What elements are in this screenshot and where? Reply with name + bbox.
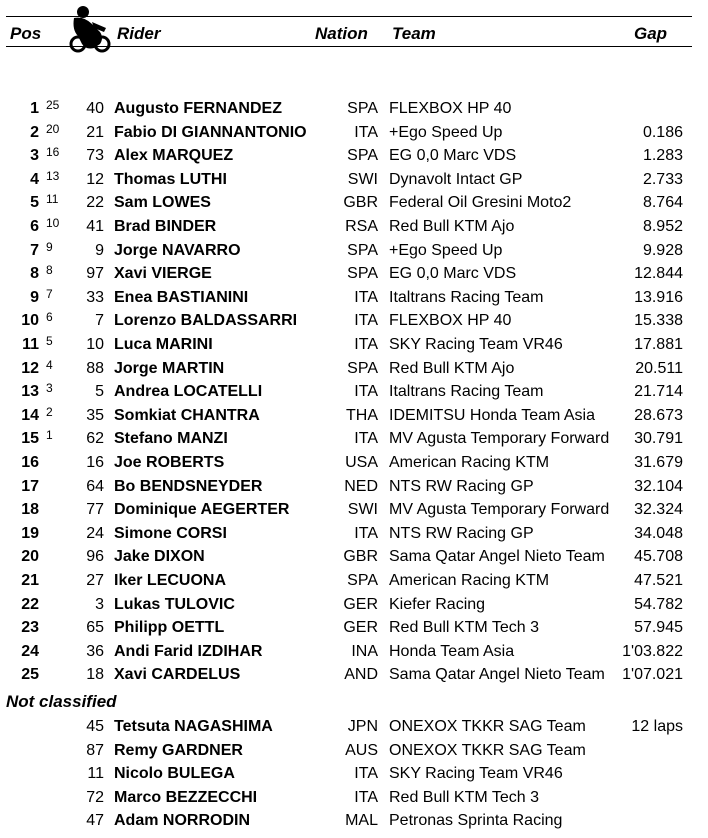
points: 20	[46, 121, 60, 136]
rider-name: Sam LOWES	[114, 194, 211, 212]
gap: 8.952	[642, 218, 683, 235]
gap: 20.511	[635, 359, 683, 377]
table-row	[0, 215, 708, 238]
pos: 14	[21, 406, 39, 424]
gap: 32.324	[634, 501, 683, 519]
rider-name: Enea BASTIANINI	[114, 288, 249, 306]
table-row	[0, 498, 708, 521]
rider-name: Lukas TULOVIC	[114, 595, 235, 613]
table-row	[0, 357, 708, 380]
rider-number: 12	[86, 170, 104, 188]
nation: GER	[343, 595, 378, 613]
gap: 12.844	[634, 265, 683, 283]
rider-number: 64	[86, 477, 104, 495]
rider-number: 27	[86, 572, 104, 589]
nation: SPA	[347, 359, 378, 377]
header-nation: Nation	[315, 24, 368, 43]
team: FLEXBOX HP 40	[389, 100, 512, 117]
rider-name: Remy GARDNER	[114, 741, 243, 759]
nation: ITA	[354, 383, 378, 401]
nation: JPN	[347, 718, 378, 735]
table-header	[0, 0, 708, 60]
pos: 5	[30, 194, 39, 212]
points: 16	[46, 145, 60, 160]
rider-name: Jake DIXON	[114, 548, 205, 566]
pos: 13	[21, 383, 39, 401]
pos: 16	[21, 454, 39, 471]
team: Federal Oil Gresini Moto2	[389, 194, 572, 212]
motorcycle-rider-icon	[66, 4, 112, 54]
rider-name: Marco BEZZECCHI	[114, 788, 258, 806]
team: +Ego Speed Up	[389, 241, 503, 259]
nation: ITA	[354, 788, 378, 806]
rider-name: Lorenzo BALDASSARRI	[114, 312, 298, 330]
gap: 0.186	[642, 123, 683, 141]
rider-name: Xavi VIERGE	[114, 265, 212, 283]
rider-name: Jorge MARTIN	[114, 359, 225, 377]
points: 6	[46, 310, 53, 325]
table-row	[0, 144, 708, 167]
rider-number: 72	[86, 788, 104, 806]
header-pos: Pos	[10, 24, 42, 43]
team: NTS RW Racing GP	[389, 524, 534, 542]
table-row	[0, 168, 708, 191]
table-row	[0, 262, 708, 285]
pos: 6	[30, 218, 39, 235]
rider-name: Xavi CARDELUS	[114, 666, 241, 684]
not-classified-title: Not classified	[6, 692, 117, 711]
rider-number: 9	[95, 241, 104, 259]
gap: 1'03.822	[622, 642, 683, 660]
rider-name: Luca MARINI	[114, 336, 213, 353]
pos: 17	[21, 477, 39, 495]
points: 3	[46, 381, 53, 396]
team: ONEXOX TKKR SAG Team	[389, 741, 586, 759]
gap: 21.714	[634, 383, 683, 401]
rider-number: 16	[86, 454, 104, 471]
rider-number: 3	[95, 595, 104, 613]
nation: ITA	[354, 288, 378, 306]
table-row	[0, 739, 708, 762]
nation: ITA	[354, 312, 378, 330]
nation: MAL	[345, 812, 378, 830]
table-row	[0, 380, 708, 403]
rider-name: Andrea LOCATELLI	[114, 383, 263, 401]
nation: SPA	[347, 572, 378, 589]
rider-number: 41	[86, 218, 104, 235]
gap: 45.708	[634, 548, 683, 566]
nation: AND	[344, 666, 378, 684]
rider-number: 18	[86, 666, 104, 684]
gap: 2.733	[642, 170, 683, 188]
pos: 1	[30, 100, 39, 117]
pos: 2	[30, 123, 39, 141]
pos: 7	[30, 241, 39, 259]
rider-number: 33	[86, 288, 104, 306]
points: 13	[46, 168, 60, 183]
points: 5	[46, 334, 53, 348]
nation: SWI	[347, 501, 378, 519]
nation: USA	[345, 454, 378, 471]
team: Red Bull KTM Tech 3	[389, 619, 539, 637]
rider-number: 87	[86, 741, 104, 759]
table-row	[0, 427, 708, 450]
team: +Ego Speed Up	[389, 123, 503, 141]
rider-number: 21	[86, 123, 104, 141]
rider-number: 22	[86, 194, 104, 212]
nation: ITA	[354, 430, 378, 448]
team: MV Agusta Temporary Forward	[389, 430, 610, 448]
rider-number: 62	[86, 430, 104, 448]
nation: RSA	[345, 218, 378, 235]
team: Red Bull KTM Tech 3	[389, 788, 539, 806]
table-row	[0, 191, 708, 214]
rider-name: Tetsuta NAGASHIMA	[114, 718, 273, 735]
pos: 18	[21, 501, 39, 519]
table-row	[0, 239, 708, 262]
nation: ITA	[354, 123, 378, 141]
table-row	[0, 404, 708, 427]
gap: 15.338	[634, 312, 683, 330]
rider-name: Thomas LUTHI	[114, 170, 227, 188]
pos: 4	[30, 170, 39, 188]
nation: SWI	[347, 170, 378, 188]
rider-name: Adam NORRODIN	[114, 812, 251, 830]
table-row	[0, 569, 708, 592]
team: EG 0,0 Marc VDS	[389, 147, 517, 165]
points: 9	[46, 239, 53, 254]
gap: 12 laps	[631, 718, 683, 735]
team: SKY Racing Team VR46	[389, 336, 563, 353]
rider-number: 73	[86, 147, 104, 165]
nation: AUS	[345, 741, 378, 759]
gap: 54.782	[634, 595, 683, 613]
table-row	[0, 286, 708, 309]
rider-number: 36	[86, 642, 104, 660]
pos: 23	[21, 619, 39, 637]
rider-name: Jorge NAVARRO	[114, 241, 241, 259]
team: Red Bull KTM Ajo	[389, 359, 515, 377]
nation: NED	[344, 477, 378, 495]
points: 1	[46, 428, 53, 443]
pos: 8	[30, 265, 39, 283]
rider-number: 96	[86, 548, 104, 566]
team: American Racing KTM	[389, 454, 550, 471]
table-row	[0, 121, 708, 144]
gap: 31.679	[634, 454, 683, 471]
nation: GBR	[343, 548, 378, 566]
pos: 10	[21, 312, 39, 330]
table-row	[0, 809, 708, 832]
rider-name: Nicolo BULEGA	[114, 765, 235, 783]
rider-name: Augusto FERNANDEZ	[114, 100, 282, 117]
table-row	[0, 451, 708, 474]
team: Italtrans Racing Team	[389, 383, 544, 401]
rider-number: 40	[86, 100, 104, 117]
table-row	[0, 786, 708, 809]
points: 10	[46, 216, 60, 230]
pos: 15	[21, 430, 39, 448]
header-rider: Rider	[117, 24, 161, 43]
points: 11	[46, 192, 59, 207]
rider-name: Alex MARQUEZ	[114, 147, 234, 165]
table-row	[0, 715, 708, 738]
gap: 1'07.021	[622, 666, 683, 684]
nation: ITA	[354, 524, 378, 542]
rider-name: Joe ROBERTS	[114, 454, 225, 471]
team: NTS RW Racing GP	[389, 477, 534, 495]
table-row	[0, 475, 708, 498]
gap: 32.104	[634, 477, 683, 495]
rider-name: Dominique AEGERTER	[114, 501, 290, 519]
nation: GER	[343, 619, 378, 637]
team: American Racing KTM	[389, 572, 550, 589]
points: 4	[46, 357, 53, 372]
points: 8	[46, 263, 53, 278]
pos: 19	[21, 524, 39, 542]
header-team: Team	[392, 24, 436, 43]
gap: 1.283	[642, 147, 683, 165]
gap: 13.916	[634, 288, 683, 306]
team: Kiefer Racing	[389, 595, 486, 613]
rider-number: 97	[86, 265, 104, 283]
rider-number: 10	[86, 336, 104, 353]
team: MV Agusta Temporary Forward	[389, 501, 610, 519]
rider-number: 11	[87, 765, 104, 783]
table-row	[0, 640, 708, 663]
pos: 25	[21, 666, 39, 684]
team: IDEMITSU Honda Team Asia	[389, 406, 596, 424]
team: ONEXOX TKKR SAG Team	[389, 718, 586, 735]
gap: 30.791	[634, 430, 683, 448]
gap: 28.673	[634, 406, 683, 424]
rider-number: 47	[86, 812, 104, 830]
rider-number: 24	[86, 524, 104, 542]
team: Petronas Sprinta Racing	[389, 812, 563, 830]
team: Red Bull KTM Ajo	[389, 218, 515, 235]
team: Sama Qatar Angel Nieto Team	[389, 548, 605, 566]
rider-name: Fabio DI GIANNANTONIO	[114, 123, 307, 141]
gap: 17.881	[634, 336, 683, 353]
rider-number: 65	[86, 619, 104, 637]
rider-name: Simone CORSI	[114, 524, 227, 542]
pos: 24	[21, 642, 39, 660]
nation: SPA	[347, 241, 378, 259]
rider-number: 88	[86, 359, 104, 377]
header-gap: Gap	[634, 24, 668, 43]
nation: SPA	[347, 147, 378, 165]
pos: 3	[30, 147, 39, 165]
table-row	[0, 663, 708, 686]
nation: SPA	[347, 265, 378, 283]
nation: GBR	[343, 194, 378, 212]
table-row	[0, 616, 708, 639]
pos: 11	[22, 336, 39, 353]
table-row	[0, 762, 708, 785]
points: 7	[46, 286, 53, 301]
gap: 47.521	[634, 572, 683, 589]
rider-number: 35	[86, 406, 104, 424]
gap: 57.945	[634, 619, 683, 637]
pos: 20	[21, 548, 39, 566]
gap: 34.048	[634, 524, 683, 542]
rider-name: Bo BENDSNEYDER	[114, 477, 263, 495]
rider-name: Somkiat CHANTRA	[114, 406, 260, 424]
rider-number: 77	[86, 501, 104, 519]
points: 25	[46, 98, 60, 112]
team: EG 0,0 Marc VDS	[389, 265, 517, 283]
pos: 9	[30, 288, 39, 306]
team: Italtrans Racing Team	[389, 288, 544, 306]
nation: THA	[346, 406, 378, 424]
pos: 21	[21, 572, 39, 589]
team: Honda Team Asia	[389, 642, 515, 660]
table-row	[0, 593, 708, 616]
rider-name: Iker LECUONA	[114, 572, 227, 589]
table-row	[0, 333, 708, 356]
table-row	[0, 522, 708, 545]
team: Sama Qatar Angel Nieto Team	[389, 666, 605, 684]
team: Dynavolt Intact GP	[389, 170, 523, 188]
gap: 9.928	[642, 241, 683, 259]
table-row	[0, 545, 708, 568]
pos: 12	[21, 359, 39, 377]
rider-number: 7	[95, 312, 104, 330]
rider-name: Stefano MANZI	[114, 430, 228, 448]
nation: INA	[351, 642, 378, 660]
rider-name: Philipp OETTL	[114, 619, 225, 637]
table-row	[0, 309, 708, 332]
rider-name: Andi Farid IZDIHAR	[114, 642, 263, 660]
points: 2	[46, 404, 53, 419]
nation: ITA	[354, 765, 378, 783]
gap: 8.764	[642, 194, 683, 212]
team: FLEXBOX HP 40	[389, 312, 512, 330]
table-row	[0, 97, 708, 120]
pos: 22	[21, 595, 39, 613]
rider-number: 5	[95, 383, 104, 401]
team: SKY Racing Team VR46	[389, 765, 563, 783]
rider-name: Brad BINDER	[114, 218, 217, 235]
rider-number: 45	[86, 718, 104, 735]
nation: SPA	[347, 100, 378, 117]
nation: ITA	[354, 336, 378, 353]
